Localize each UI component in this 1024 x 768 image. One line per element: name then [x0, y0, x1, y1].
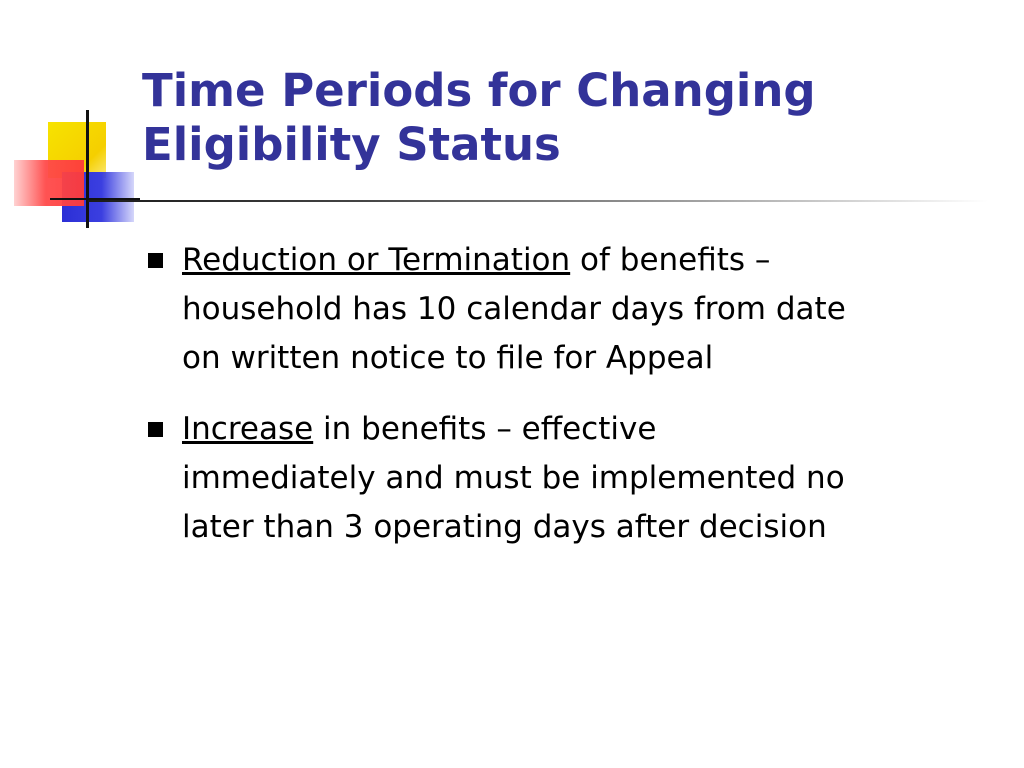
vertical-line-decoration: [86, 110, 89, 228]
bullet-lead-underlined: Increase: [182, 411, 314, 447]
bullet-line-1: [182, 405, 1000, 454]
bullet-line-1-rest: of benefits –: [570, 242, 771, 278]
bullet-line-3: on written notice to file for Appeal: [182, 340, 714, 376]
square-bullet-icon: [148, 253, 163, 268]
bullet-lead-underlined: Reduction or Termination: [182, 242, 571, 278]
slide-title: [142, 64, 1002, 172]
bullet-line-2: household has 10 calendar days from date: [182, 291, 846, 327]
bullet-line-1: [182, 236, 1000, 285]
bullet-line-1-rest: in benefits – effective: [313, 411, 657, 447]
bullet-item-increase: [140, 405, 1000, 552]
square-bullet-icon: [148, 422, 163, 437]
bullet-item-reduction: [140, 236, 1000, 383]
bullet-list: [140, 236, 1000, 574]
title-rule: [88, 200, 988, 202]
slide-title-line-2: Eligibility Status: [142, 118, 561, 171]
slide-title-line-1: Time Periods for Changing: [142, 64, 816, 117]
bullet-line-2: immediately and must be implemented no: [182, 460, 845, 496]
bullet-line-3: later than 3 operating days after decision: [182, 509, 827, 545]
